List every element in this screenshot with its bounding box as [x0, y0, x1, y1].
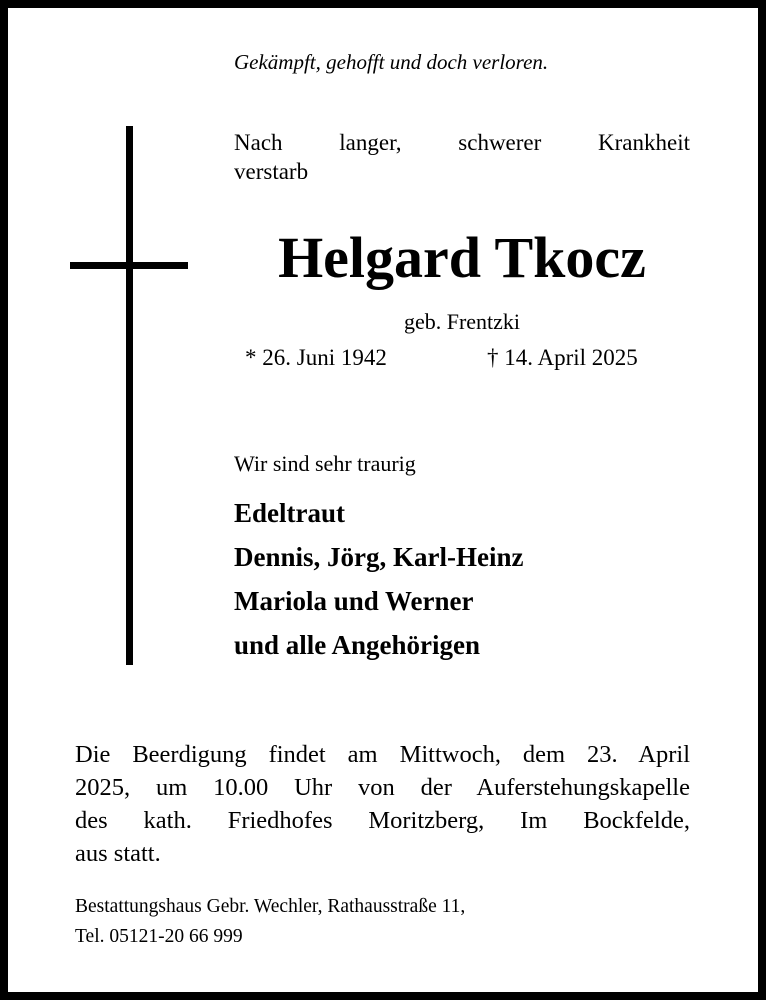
- funeral-home-phone: Tel. 05121-20 66 999: [75, 926, 243, 947]
- intro-line: verstarb: [234, 159, 309, 184]
- motto: Gekämpft, gehofft und doch verloren.: [234, 50, 549, 74]
- sad-line: Wir sind sehr traurig: [234, 451, 416, 476]
- mourner-line: Edeltraut: [234, 498, 345, 528]
- cross-vertical-bar: [126, 126, 133, 665]
- birth-name: geb. Frentzki: [403, 309, 521, 334]
- funeral-details: [75, 738, 690, 870]
- birth-date: * 26. Juni 1942: [245, 345, 387, 370]
- cross-horizontal-bar: [70, 262, 188, 269]
- funeral-line: des kath. Friedhofes Moritzberg, Im Bockfelde,: [75, 807, 690, 834]
- mourner-line: und alle Angehörigen: [234, 630, 481, 660]
- mourner-line: Mariola und Werner: [234, 586, 474, 616]
- funeral-line: aus statt.: [75, 840, 161, 867]
- funeral-line: Die Beerdigung findet am Mittwoch, dem 23. April: [75, 741, 690, 768]
- intro-line: Nach langer, schwerer Krankheit: [234, 130, 690, 155]
- mourner-line: Dennis, Jörg, Karl-Heinz: [234, 542, 524, 572]
- intro-text: [234, 128, 690, 186]
- funeral-home: Bestattungshaus Gebr. Wechler, Rathausstraße 11,: [75, 896, 466, 917]
- funeral-line: 2025, um 10.00 Uhr von der Auferstehungskapelle: [75, 774, 690, 801]
- deceased-name: Helgard Tkocz: [278, 225, 646, 290]
- death-date: † 14. April 2025: [487, 345, 638, 370]
